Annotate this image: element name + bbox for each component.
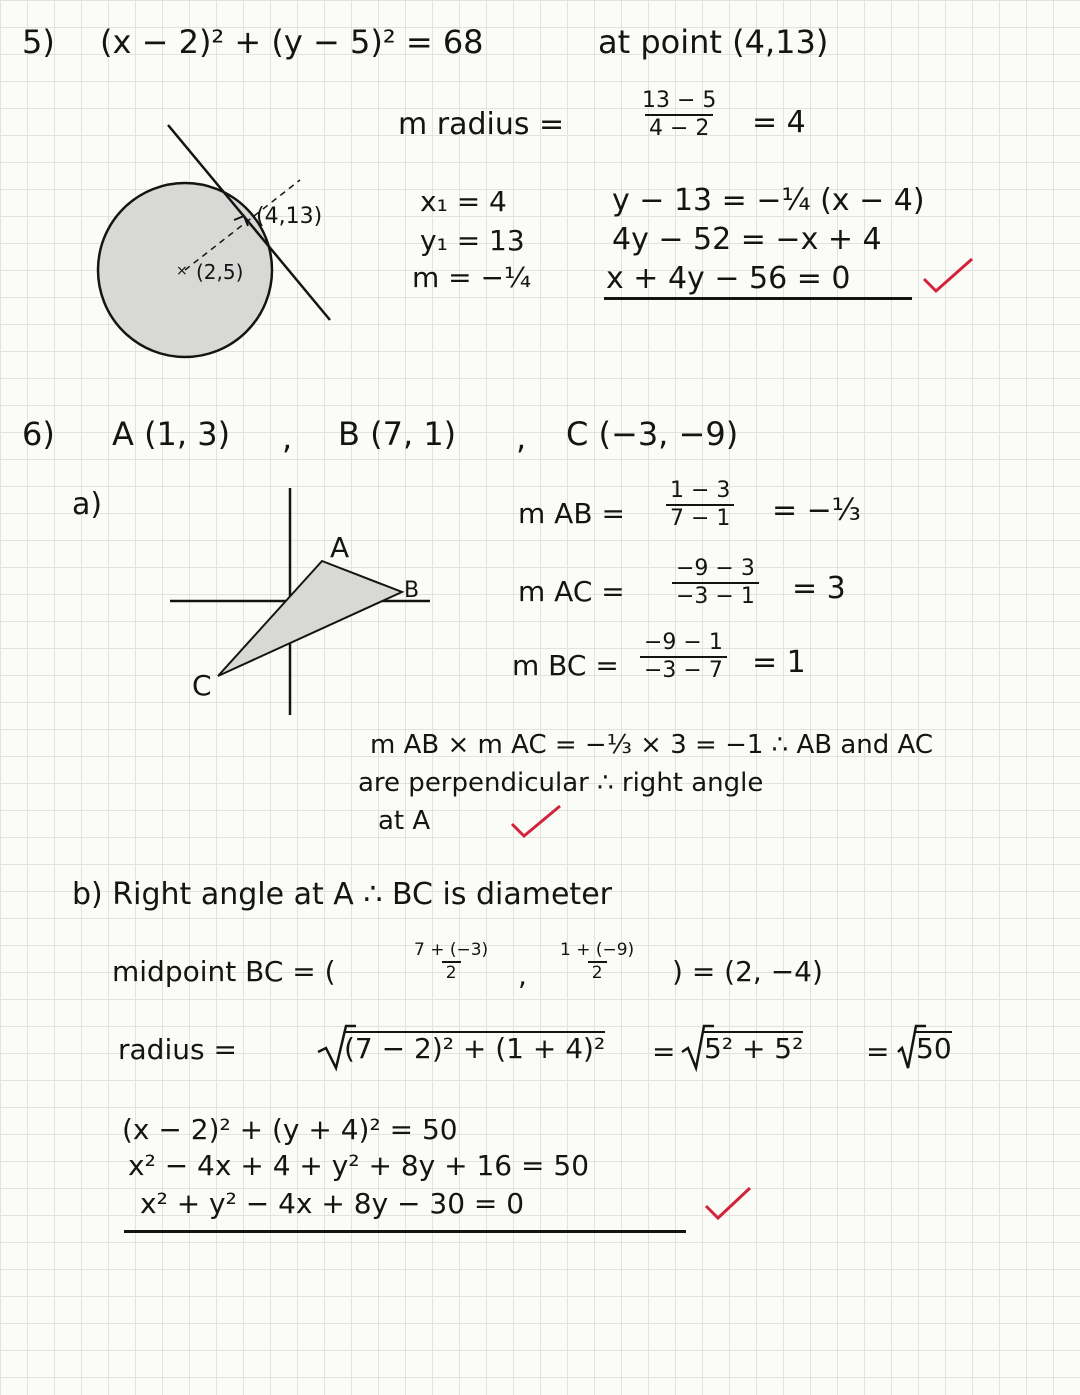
q5-point: at point (4,13) (598, 23, 829, 61)
q6b-check-icon (702, 1186, 762, 1226)
q5-y1: y₁ = 13 (420, 224, 525, 257)
q6-mac-result: = 3 (792, 571, 846, 606)
q5-m-radius-result: = 4 (752, 105, 806, 140)
q5-m: m = −¼ (412, 261, 532, 294)
q6-point-b: B (7, 1) (338, 415, 457, 453)
q6-label-c: C (192, 669, 212, 702)
q6-mac-den: −3 − 1 (672, 582, 759, 608)
q6-part-a: a) (72, 487, 103, 522)
q6-mab-fraction (666, 480, 734, 530)
q6-midpoint-result: ) = (2, −4) (672, 955, 823, 988)
q6-radius-eq-2: = (866, 1035, 890, 1068)
q6-mab-label: m AB = (518, 497, 625, 530)
q6-radius-eq-1: = (652, 1035, 676, 1068)
q6-mid-fraction-2 (556, 942, 638, 982)
q6-mac-fraction (672, 558, 759, 608)
q5-point-label: (4,13) (256, 204, 323, 229)
q5-m-radius-num: 13 − 5 (642, 88, 717, 113)
q5-x1: x₁ = 4 (420, 185, 507, 218)
q6-point-c: C (−3, −9) (566, 415, 739, 453)
q6-radius-expr-3: 50 (916, 1032, 952, 1065)
q6-radius-expr-2: 5² + 5² (704, 1032, 804, 1065)
q6-answer: x² + y² − 4x + 8y − 30 = 0 (140, 1187, 525, 1220)
q6-radius-label: radius = (118, 1033, 237, 1066)
q6-mab-den: 7 − 1 (666, 504, 734, 530)
q5-number: 5) (22, 23, 55, 61)
q6-label-b: B (404, 578, 420, 603)
q5-m-radius-den: 4 − 2 (645, 114, 713, 140)
q6-mab-num: 1 − 3 (670, 478, 731, 503)
q6-mid-fraction-1 (410, 942, 492, 982)
q5-center-label: (2,5) (196, 260, 244, 284)
q6-mac-num: −9 − 3 (676, 556, 755, 581)
q5-equation: (x − 2)² + (y − 5)² = 68 (100, 23, 484, 61)
q6-sep-1: , (282, 419, 293, 457)
q6-mbc-den: −3 − 7 (640, 656, 727, 682)
q6-conclusion-1: m AB × m AC = −⅓ × 3 = −1 ∴ AB and AC (370, 730, 934, 760)
q6-midpoint-label: midpoint BC = ( (112, 955, 336, 988)
q6-mbc-label: m BC = (512, 649, 619, 682)
q6-eq-2: x² − 4x + 4 + y² + 8y + 16 = 50 (128, 1149, 590, 1182)
q6-mid-num-1: 7 + (−3) (414, 940, 489, 960)
q6-mbc-num: −9 − 1 (644, 630, 723, 655)
q6-mid-comma: , (518, 959, 527, 992)
q6-mid-num-2: 1 + (−9) (560, 940, 635, 960)
q6-number: 6) (22, 415, 55, 453)
q6-mid-den-2: 2 (588, 961, 607, 982)
q6-conclusion-3: at A (378, 806, 431, 836)
q6-mid-den-1: 2 (442, 961, 461, 982)
q6-mab-result: = −⅓ (772, 493, 861, 528)
q6-conclusion-2: are perpendicular ∴ right angle (358, 768, 764, 798)
q6-mac-label: m AC = (518, 575, 625, 608)
q6-label-a: A (330, 531, 350, 564)
q6-radius-expr-1: (7 − 2)² + (1 + 4)² (344, 1032, 606, 1065)
center-cross: × (176, 263, 188, 279)
q6-sep-2: , (516, 419, 527, 457)
triangle-abc (218, 561, 402, 676)
q6-answer-underline (124, 1230, 686, 1233)
q6-part-b: b) Right angle at A ∴ BC is diameter (72, 877, 612, 912)
q6-mbc-result: = 1 (752, 645, 806, 680)
q6-eq-1: (x − 2)² + (y + 4)² = 50 (122, 1113, 458, 1146)
q5-line1: y − 13 = −¼ (x − 4) (612, 183, 925, 218)
q5-line2: 4y − 52 = −x + 4 (612, 222, 882, 257)
q6-mbc-fraction (640, 632, 727, 682)
q6-point-a: A (1, 3) (112, 415, 231, 453)
q5-m-radius-label: m radius = (398, 107, 565, 142)
q6a-check-icon (508, 804, 568, 844)
q5-answer: x + 4y − 56 = 0 (606, 261, 851, 296)
